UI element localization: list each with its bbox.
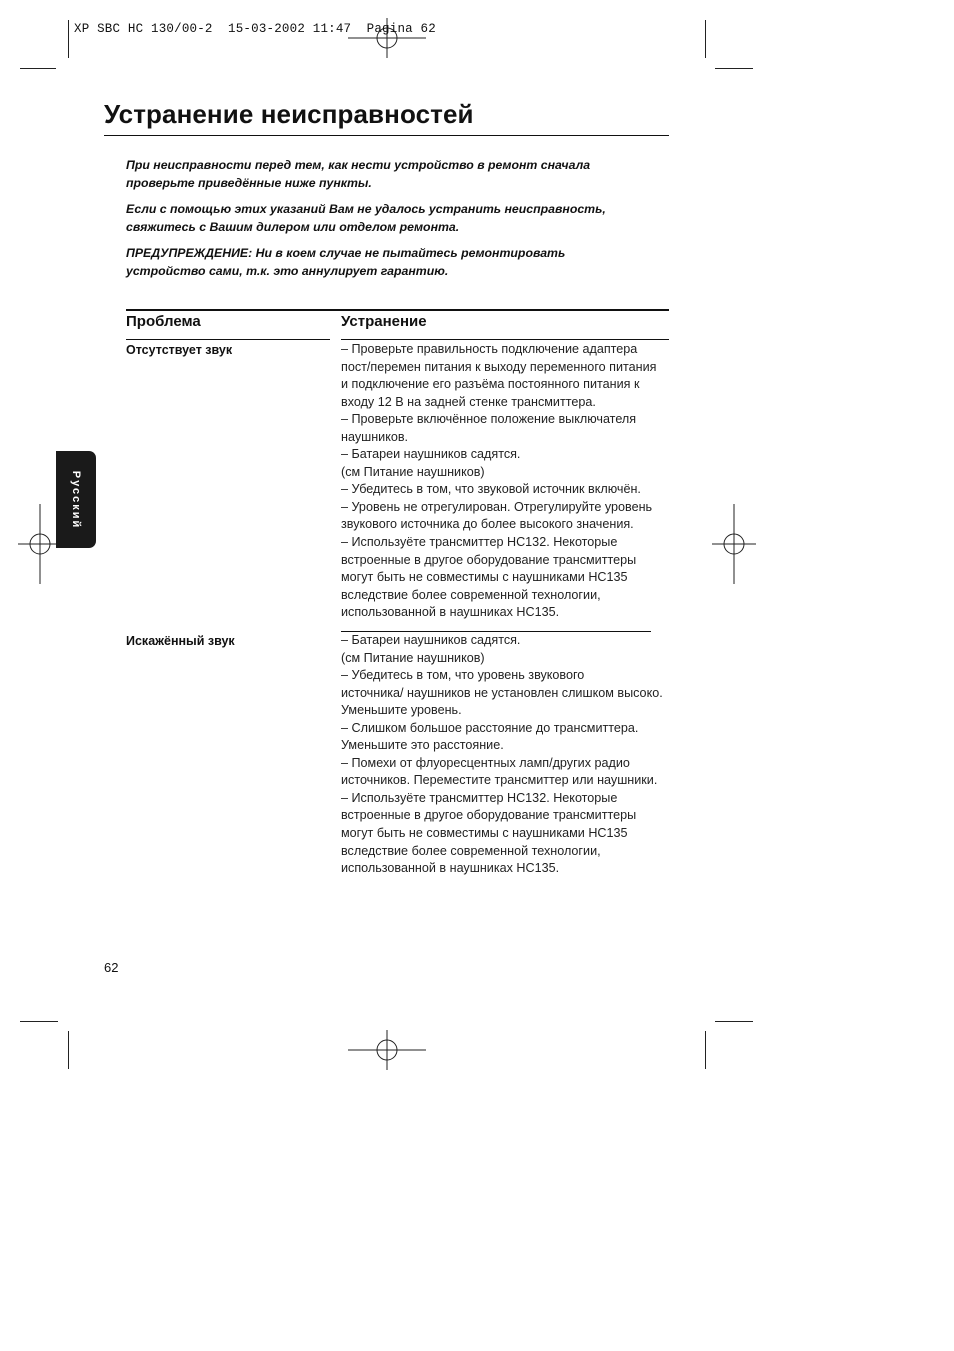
solution-line: (см Питание наушников) (341, 650, 485, 665)
intro-paragraph-3: ПРЕДУПРЕЖДЕНИЕ: Ни в коем случае не пытайтесь ремонтировать устройство сами, т.к. это аннулирует гарантию. (126, 246, 566, 278)
intro-paragraph-1: При неисправности перед тем, как нести устройство в ремонт сначала проверьте приведённые ниже пункты. (126, 158, 591, 190)
solution-line: звукового источника до более высокого значения. (341, 517, 634, 532)
solution-line: – Батареи наушников садятся. (341, 447, 521, 462)
crop-mark (68, 20, 69, 58)
table-top-rule (126, 309, 669, 311)
crop-mark (705, 20, 706, 58)
solution-line: – Используёте трансмиттер HC132. Некоторые (341, 535, 618, 550)
solution-line: – Проверьте включённое положение выключателя (341, 412, 637, 427)
solution-line: – Батареи наушников садятся. (341, 633, 521, 647)
column-header-problem: Проблема (126, 313, 201, 330)
solution-line: использованной в наушниках HC135. (341, 861, 560, 876)
solution-line: (см Питание наушников) (341, 464, 485, 479)
print-slug: XP SBC HC 130/00-2 15-03-2002 11:47 Pagina 62 (74, 22, 436, 36)
solution-line: могут быть не совместимы с наушниками HC135 (341, 570, 628, 585)
solution-line: источника/ наушников не установлен слишком высоко. (341, 685, 663, 700)
solution-text (341, 341, 671, 622)
problem-label: Искажённый звук (126, 634, 235, 648)
crop-mark (715, 68, 753, 69)
registration-mark-bottom (348, 1030, 428, 1074)
solution-line: могут быть не совместимы с наушниками HC135 (341, 826, 628, 841)
solution-line: Уменьшите это расстояние. (341, 738, 504, 753)
solution-line: и подключение его разъёма постоянного питания к (341, 377, 640, 392)
solution-line: – Слишком большое расстояние до трансмиттера. (341, 720, 639, 735)
solution-line: вследствие более современной технологии, (341, 843, 601, 858)
solution-line: – Помехи от флуоресцентных ламп/других радио (341, 755, 630, 770)
solution-line: использованной в наушниках HC135. (341, 605, 560, 620)
page-title: Устранение неисправностей (104, 99, 474, 129)
solution-text (341, 632, 671, 878)
solution-line: входу 12 В на задней стенке трансмиттера. (341, 394, 596, 409)
crop-mark (715, 1021, 753, 1022)
header-underline-problem (126, 339, 330, 340)
solution-line: – Уровень не отрегулирован. Отрегулируйте уровень (341, 499, 653, 514)
solution-line: – Убедитесь в том, что звуковой источник включён. (341, 482, 641, 497)
solution-line: – Используёте трансмиттер HC132. Некоторые (341, 790, 618, 805)
crop-mark (20, 68, 56, 69)
solution-line: вследствие более современной технологии, (341, 587, 601, 602)
title-underline (104, 135, 669, 136)
crop-mark (68, 1031, 69, 1069)
crop-mark (705, 1031, 706, 1069)
header-underline-solution (341, 339, 669, 340)
solution-line: наушников. (341, 429, 409, 444)
solution-line: – Убедитесь в том, что уровень звукового (341, 668, 585, 683)
intro-paragraph-2: Если с помощью этих указаний Вам не удалось устранить неисправность, свяжитесь с Вашим дилером или отделом ремонта. (126, 202, 606, 234)
solution-line: встроенные в другое оборудование трансмиттеры (341, 552, 637, 567)
registration-mark-right (712, 504, 756, 586)
solution-line: источников. Переместите трансмиттер или наушники. (341, 773, 658, 788)
page-number: 62 (104, 960, 119, 975)
problem-label: Отсутствует звук (126, 343, 233, 357)
column-header-solution: Устранение (341, 313, 427, 330)
language-tab-label: Русский (70, 470, 82, 530)
solution-line: Уменьшите уровень. (341, 703, 462, 718)
solution-line: встроенные в другое оборудование трансмиттеры (341, 808, 637, 823)
crop-mark (20, 1021, 58, 1022)
solution-line: – Проверьте правильность подключение адаптера (341, 342, 638, 356)
solution-line: пост/перемен питания к выходу переменного питания (341, 359, 657, 374)
